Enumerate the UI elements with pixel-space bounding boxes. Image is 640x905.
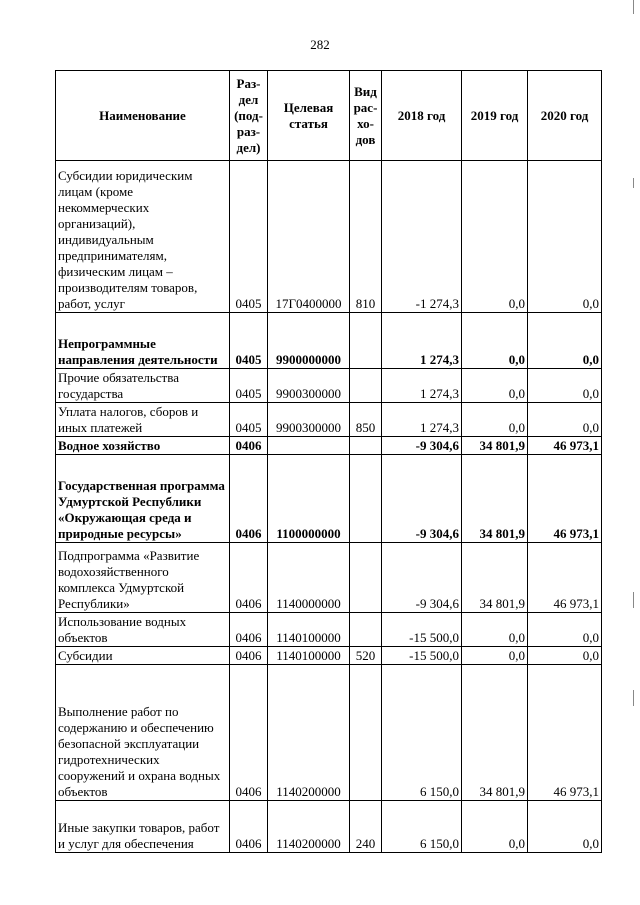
row-expense-type-cell: 810 — [350, 161, 382, 313]
row-2018-cell: 6 150,0 — [382, 801, 462, 853]
row-expense-type-cell — [350, 543, 382, 613]
scan-edge-mark — [633, 592, 634, 608]
row-name-cell: Уплата налогов, сборов и иных платежей — [56, 403, 230, 437]
row-name-cell: Выполнение работ по содержанию и обеспечению безопасной эксплуатации гидротехнических сооружений и охрана водных объектов — [56, 665, 230, 801]
row-article-cell: 1140200000 — [268, 801, 350, 853]
table-row — [56, 543, 602, 613]
column-header-article: Целевая статья — [268, 71, 350, 161]
row-name-cell: Прочие обязательства государства — [56, 369, 230, 403]
row-expense-type-cell — [350, 665, 382, 801]
row-section-cell: 0406 — [230, 543, 268, 613]
page-number: 282 — [310, 37, 330, 52]
row-article-cell: 1140000000 — [268, 543, 350, 613]
row-2019-cell: 0,0 — [462, 613, 528, 647]
column-header-2020: 2020 год — [528, 71, 602, 161]
row-article-cell — [268, 437, 350, 455]
row-expense-type-cell: 520 — [350, 647, 382, 665]
row-2019-cell: 34 801,9 — [462, 665, 528, 801]
row-section-cell: 0406 — [230, 437, 268, 455]
table-row — [56, 613, 602, 647]
row-2018-cell: -9 304,6 — [382, 455, 462, 543]
row-2020-cell: 0,0 — [528, 647, 602, 665]
row-name-cell: Иные закупки товаров, работ и услуг для обеспечения — [56, 801, 230, 853]
row-name-cell: Государственная программа Удмуртской Республики «Окружающая среда и природные ресурсы» — [56, 455, 230, 543]
row-2019-cell: 0,0 — [462, 369, 528, 403]
column-header-expense-type: Вид рас- хо- дов — [350, 71, 382, 161]
row-section-cell: 0406 — [230, 801, 268, 853]
row-2019-cell: 0,0 — [462, 801, 528, 853]
row-2018-cell: 1 274,3 — [382, 369, 462, 403]
table-body — [56, 161, 602, 853]
row-2018-cell: 6 150,0 — [382, 665, 462, 801]
row-article-cell: 9900000000 — [268, 313, 350, 369]
row-article-cell: 1140100000 — [268, 647, 350, 665]
row-expense-type-cell — [350, 455, 382, 543]
row-2020-cell: 46 973,1 — [528, 437, 602, 455]
row-section-cell: 0405 — [230, 403, 268, 437]
row-article-cell: 17Г0400000 — [268, 161, 350, 313]
row-2020-cell: 0,0 — [528, 369, 602, 403]
row-expense-type-cell — [350, 613, 382, 647]
row-2020-cell: 0,0 — [528, 801, 602, 853]
row-2020-cell: 0,0 — [528, 403, 602, 437]
column-header-2018: 2018 год — [382, 71, 462, 161]
row-2020-cell: 0,0 — [528, 613, 602, 647]
row-section-cell: 0405 — [230, 313, 268, 369]
column-header-section: Раз- дел (под- раз- дел) — [230, 71, 268, 161]
scan-edge-mark — [633, 0, 634, 14]
row-2020-cell: 0,0 — [528, 161, 602, 313]
scan-edge-mark — [633, 690, 634, 706]
row-2019-cell: 34 801,9 — [462, 455, 528, 543]
row-article-cell: 9900300000 — [268, 403, 350, 437]
row-article-cell: 1140100000 — [268, 613, 350, 647]
row-2018-cell: -15 500,0 — [382, 613, 462, 647]
row-2019-cell: 34 801,9 — [462, 543, 528, 613]
row-2019-cell: 0,0 — [462, 647, 528, 665]
table-row — [56, 161, 602, 313]
row-article-cell: 1140200000 — [268, 665, 350, 801]
row-2018-cell: 1 274,3 — [382, 403, 462, 437]
row-article-cell: 9900300000 — [268, 369, 350, 403]
row-section-cell: 0405 — [230, 369, 268, 403]
row-2018-cell: -1 274,3 — [382, 161, 462, 313]
table-row — [56, 313, 602, 369]
row-name-cell: Субсидии — [56, 647, 230, 665]
row-2019-cell: 0,0 — [462, 403, 528, 437]
row-2020-cell: 46 973,1 — [528, 543, 602, 613]
row-2018-cell: -9 304,6 — [382, 437, 462, 455]
budget-table — [55, 70, 602, 853]
row-expense-type-cell — [350, 437, 382, 455]
row-2019-cell: 0,0 — [462, 161, 528, 313]
row-2018-cell: -15 500,0 — [382, 647, 462, 665]
column-header-2019: 2019 год — [462, 71, 528, 161]
table-row — [56, 665, 602, 801]
row-name-cell: Субсидии юридическим лицам (кроме некоммерческих организаций), индивидуальным предпринимателям, физическим лицам – производителям товаров, работ, услуг — [56, 161, 230, 313]
row-expense-type-cell: 850 — [350, 403, 382, 437]
row-article-cell: 1100000000 — [268, 455, 350, 543]
row-2020-cell: 0,0 — [528, 313, 602, 369]
row-section-cell: 0406 — [230, 665, 268, 801]
row-expense-type-cell — [350, 369, 382, 403]
row-2019-cell: 0,0 — [462, 313, 528, 369]
row-section-cell: 0406 — [230, 647, 268, 665]
row-name-cell: Непрограммные направления деятельности — [56, 313, 230, 369]
table-row — [56, 455, 602, 543]
table-row — [56, 437, 602, 455]
row-2020-cell: 46 973,1 — [528, 455, 602, 543]
row-section-cell: 0405 — [230, 161, 268, 313]
row-2018-cell: -9 304,6 — [382, 543, 462, 613]
row-name-cell: Водное хозяйство — [56, 437, 230, 455]
row-section-cell: 0406 — [230, 613, 268, 647]
table-row — [56, 647, 602, 665]
row-section-cell: 0406 — [230, 455, 268, 543]
row-2018-cell: 1 274,3 — [382, 313, 462, 369]
table-row — [56, 369, 602, 403]
row-expense-type-cell: 240 — [350, 801, 382, 853]
column-header-name: Наименование — [56, 71, 230, 161]
scan-edge-mark — [633, 178, 634, 188]
row-name-cell: Подпрограмма «Развитие водохозяйственного комплекса Удмуртской Республики» — [56, 543, 230, 613]
row-2019-cell: 34 801,9 — [462, 437, 528, 455]
row-expense-type-cell — [350, 313, 382, 369]
table-row — [56, 403, 602, 437]
table-row — [56, 801, 602, 853]
row-name-cell: Использование водных объектов — [56, 613, 230, 647]
row-2020-cell: 46 973,1 — [528, 665, 602, 801]
header-row — [56, 71, 602, 161]
